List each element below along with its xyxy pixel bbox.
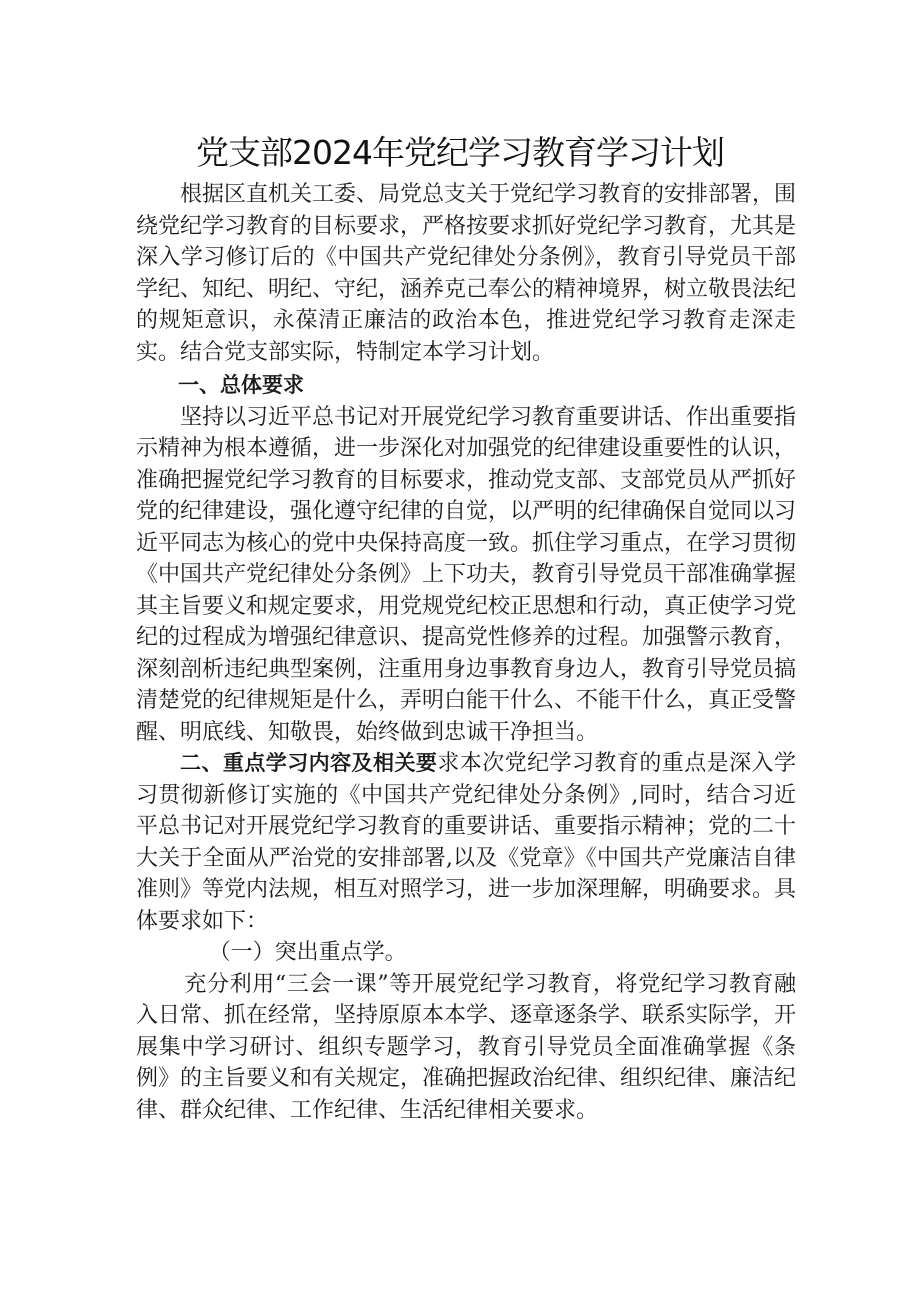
intro-paragraph: 根据区直机关工委、局党总支关于党纪学习教育的安排部署，围绕党纪学习教育的目标要求，严格按要求抓好党纪学习教育，尤其是深入学习修订后的《中国共产党纪律处分条例》，教育引导党员干部学纪、知纪、明纪、守纪，涵养克己奉公的精神境界，树立敬畏法纪的规矩意识，永葆清正廉洁的政治本色，推进党纪学习教育走深走实。结合党支部实际，特制定本学习计划。 [136,182,797,365]
document-title: 党支部2024年党纪学习教育学习计划 [196,133,724,172]
subsection1-paragraph: 充分利用“三会一课”等开展党纪学习教育，将党纪学习教育融入日常、抓在经常，坚持原原本本学、逐章逐条学、联系实际学，开展集中学习研讨、组织专题学习，教育引导党员全面准确掌握《条例》的主旨要义和有关规定，准确把握政治纪律、组织纪律、廉洁纪律、群众纪律、工作纪律、生活纪律相关要求。 [136,971,797,1123]
document-body [136,179,796,1126]
section2-paragraph [136,748,796,937]
section2-heading: 二、重点学习内容及相关要 [180,751,438,775]
section1-heading: 一、总体要求 [178,373,304,397]
subsection1-heading: （一）突出重点学。 [208,940,407,965]
section1-paragraph: 坚持以习近平总书记对开展党纪学习教育重要讲话、作出重要指示精神为根本遵循，进一步深化对加强党的纪律建设重要性的认识，准确把握党纪学习教育的目标要求，推动党支部、支部党员从严抓好党的纪律建设，强化遵守纪律的自觉，以严明的纪律确保自觉同以习近平同志为核心的党中央保持高度一致。抓住学习重点，在学习贯彻《中国共产党纪律处分条例》上下功夫，教育引导党员干部准确掌握其主旨要义和规定要求，用党规党纪校正思想和行动，真正使学习党纪的过程成为增强纪律意识、提高党性修养的过程。加强警示教育，深刻剖析违纪典型案例，注重用身边事教育身边人，教育引导党员搞清楚党的纪律规矩是什么，弄明白能干什么、不能干什么，真正受警醒、明底线、知敬畏，始终做到忠诚干净担当。 [136,404,797,745]
section2-text: 求本次党纪学习教育的重点是深入学习贯彻新修订实施的《中国共产党纪律处分条例》,同时，结合习近平总书记对开展党纪学习教育的重要讲话、重要指示精神；党的二十大关于全面从严治党的安排部署,以及《党章》《中国共产党廉洁自律准则》等党内法规，相互对照学习，进一步加深理解，明确要求。具体要求如下： [136,751,797,934]
